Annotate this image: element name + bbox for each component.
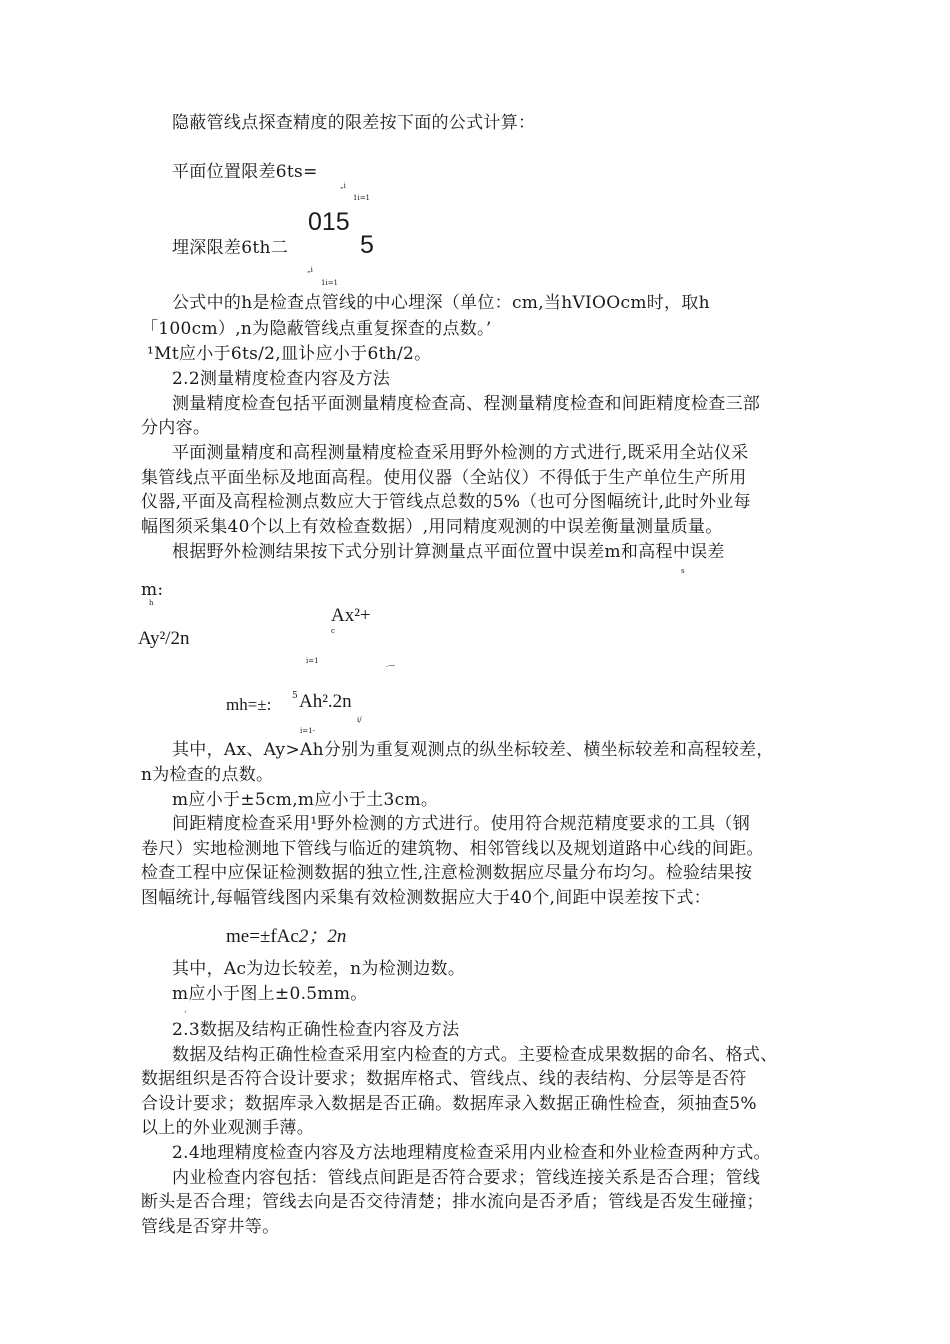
paragraph-line: 测量精度检查包括平面测量精度检查高、程测量精度检查和间距精度检查三部 <box>172 394 761 414</box>
paragraph-line: 内业检查内容包括：管线点间距是否符合要求；管线连接关系是否合理；管线 <box>172 1168 761 1188</box>
paragraph-line: n为检查的点数。 <box>141 765 274 785</box>
formula-subscript: 1i=1 <box>353 194 371 202</box>
paragraph-line: 仪器,平面及高程检测点数应大于管线点总数的5%（也可分图幅统计,此时外业每 <box>141 492 751 512</box>
formula-text: m: <box>141 580 164 600</box>
formula-subscript: 1i=1 <box>321 279 339 287</box>
formula-number: 5 <box>360 231 374 259</box>
paragraph-line: 数据及结构正确性检查采用室内检查的方式。主要检查成果数据的命名、格式、 <box>172 1045 778 1065</box>
paragraph-line: 分内容。 <box>141 418 211 438</box>
plane-limit-label: 平面位置限差6ts= <box>172 162 318 182</box>
formula-text: mh=±: <box>226 695 272 714</box>
formula-text: Ax²+ <box>331 605 371 626</box>
formula-subscript: c <box>331 627 335 635</box>
intro-text: 隐蔽管线点探查精度的限差按下面的公式计算： <box>172 113 536 133</box>
formula-subscript: i=1 <box>306 657 319 665</box>
stray-mark: ‘ <box>184 1010 187 1018</box>
formula-me <box>226 926 346 948</box>
formula-text-italic: 2；2n <box>298 926 347 947</box>
paragraph-line: 断头是否合理；管线去向是否交待清楚；排水流向是否矛盾；管线是否发生碰撞； <box>141 1192 764 1212</box>
formula-number: 015 <box>308 208 350 236</box>
paragraph-line: 「100cm）,n为隐蔽管线点重复探查的点数。’ <box>141 319 492 339</box>
formula-subscript: .— <box>386 661 396 669</box>
formula-text: Ah².2n <box>299 691 352 712</box>
paragraph-line: m应小于图上±0.5mm。 <box>172 984 368 1004</box>
formula-superscript: 5 <box>292 691 298 701</box>
paragraph-line: ¹Mt应小于6ts/2,皿讣应小于6th/2。 <box>147 344 432 364</box>
depth-limit-label: 埋深限差6th二 <box>172 238 288 258</box>
paragraph-line: 间距精度检查采用¹野外检测的方式进行。使用符合规范精度要求的工具（钢 <box>172 814 751 834</box>
paragraph-line: m应小于±5cm,m应小于土3cm。 <box>172 790 439 810</box>
section-heading-2-4: 2.4地理精度检查内容及方法地理精度检查采用内业检查和外业检查两种方式。 <box>172 1143 771 1163</box>
paragraph-line: 以上的外业观测手薄。 <box>141 1118 314 1138</box>
paragraph-line: 集管线点平面坐标及地面高程。使用仪器（全站仪）不得低于生产单位生产所用 <box>141 468 747 488</box>
paragraph-line: 幅图须采集40个以上有效检查数据）,用同精度观测的中误差衡量测量质量。 <box>141 517 723 537</box>
paragraph-line: 平面测量精度和高程测量精度检查采用野外检测的方式进行,既采用全站仪采 <box>172 443 749 463</box>
formula-subscript: i=1- <box>300 727 315 735</box>
section-heading-2-2: 2.2测量精度检查内容及方法 <box>172 369 391 389</box>
paragraph-line: 数据组织是否符合设计要求；数据库格式、管线点、线的表结构、分层等是否符 <box>141 1069 747 1089</box>
paragraph-line: 公式中的h是检查点管线的中心埋深（单位：cm,当hVIOOcm时，取h <box>172 293 710 313</box>
formula-subscript: h <box>149 599 154 607</box>
paragraph-line: 检查工程中应保证检测数据的独立性,注意检测数据应尽量分布均匀。检验结果按 <box>141 863 753 883</box>
paragraph-line: 合设计要求；数据库录入数据是否正确。数据库录入数据正确性检查，须抽查5% <box>141 1094 757 1114</box>
section-heading-2-3: 2.3数据及结构正确性检查内容及方法 <box>172 1020 460 1040</box>
formula-subscript: i/ <box>357 716 362 724</box>
paragraph-line: 根据野外检测结果按下式分别计算测量点平面位置中误差m和高程中误差 <box>172 542 725 562</box>
paragraph-line: 卷尺）实地检测地下管线与临近的建筑物、相邻管线以及规划道路中心线的间距。 <box>141 839 764 859</box>
paragraph-line: 其中，Ax、Ay>Ah分别为重复观测点的纵坐标较差、横坐标较差和高程较差， <box>172 740 774 760</box>
formula-subscript: s <box>681 567 685 575</box>
paragraph-line: 图幅统计,每幅管线图内采集有效检测数据应大于40个,间距中误差按下式： <box>141 888 711 908</box>
formula-text: Ay²/2n <box>138 628 190 649</box>
formula-subscript: „i <box>340 182 346 190</box>
paragraph-line: 管线是否穿井等。 <box>141 1217 280 1237</box>
formula-subscript: „i <box>307 266 313 274</box>
paragraph-line: 其中，Ac为边长较差，n为检测边数。 <box>172 959 466 979</box>
formula-text: me=±fAc <box>226 926 299 947</box>
